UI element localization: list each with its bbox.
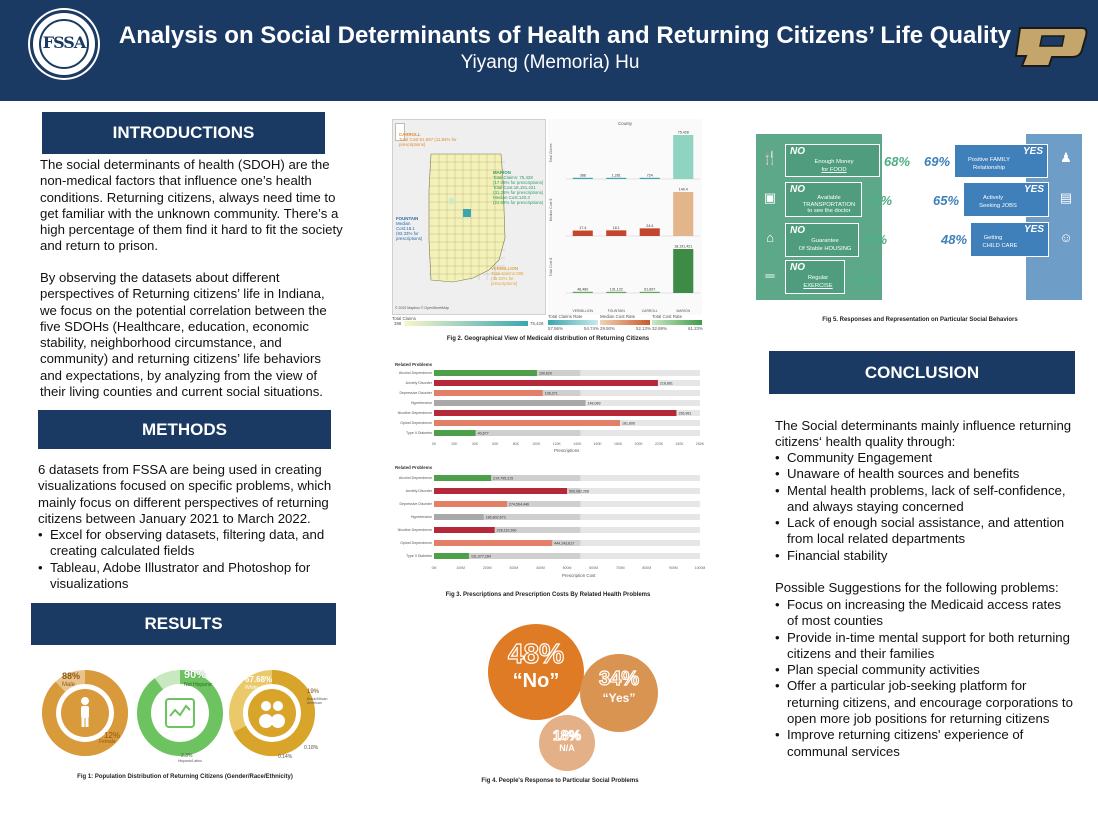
food-icon: 🍴 bbox=[761, 150, 779, 165]
fig3-cost-chart bbox=[394, 465, 706, 581]
no-item-line1: Enough Money bbox=[814, 159, 854, 165]
axis-tick: 240K bbox=[675, 442, 684, 446]
county-tick-label: FOUNTAIN bbox=[607, 309, 625, 313]
county-header: County bbox=[618, 121, 632, 126]
marion-county[interactable] bbox=[463, 209, 471, 217]
fig3-prescriptions-chart bbox=[394, 362, 706, 454]
fig2-county-bar-charts bbox=[548, 119, 702, 315]
no-item-pct: 68% bbox=[884, 154, 911, 169]
carroll-callout-text: Total Cost:61,697 (11.84% for prescriptions) bbox=[399, 137, 457, 147]
problem-bar-value: 106,271 bbox=[544, 391, 558, 396]
no-item-line2: for FOOD bbox=[821, 167, 847, 173]
rate-value: 54.74% bbox=[584, 326, 599, 331]
suggestion-item: • Plan special community activities bbox=[775, 662, 1075, 678]
county-bar-label: 61,697 bbox=[644, 287, 656, 292]
gender-minor-pct: 12% bbox=[104, 731, 121, 740]
problem-bar-value: 274,594,446 bbox=[509, 502, 530, 507]
fig3-top-axis-label: Prescriptions bbox=[554, 448, 580, 453]
race-second-pct: 19% bbox=[307, 689, 320, 695]
no-item-transportation bbox=[785, 182, 862, 217]
yes-pct: 34% bbox=[598, 668, 640, 690]
county-bar[interactable] bbox=[606, 292, 626, 293]
yes-item-pct: 69% bbox=[924, 154, 951, 169]
marion-callout-text: Total Claims: 75,428 (17.08% for prescriptions) Total Cost:18,191,421 (31.26% for prescriptions) Median Cost:140.4 (21.08% for prescriptions) bbox=[493, 175, 544, 205]
county-bar-label: 18,191,421 bbox=[674, 244, 693, 249]
suggestions-intro: Possible Suggestions for the following problems: bbox=[775, 580, 1059, 595]
county-chart-svg bbox=[548, 119, 702, 315]
rate-value: 29.50% bbox=[600, 326, 615, 331]
problem-bar-value: 214,795,315 bbox=[493, 476, 514, 481]
fig1-caption: Fig 1: Population Distribution of Returning Citizens (Gender/Race/Ethnicity) bbox=[77, 774, 293, 780]
problem-bar-value: 181,806 bbox=[622, 421, 635, 426]
axis-tick: 180K bbox=[614, 442, 623, 446]
fig3-bottom-axis-label: Prescription Cost bbox=[562, 573, 596, 578]
no-item-housing bbox=[785, 223, 859, 257]
axis-tick: 160K bbox=[593, 442, 602, 446]
fig1-donut-charts bbox=[40, 666, 340, 766]
yes-item-pct: 65% bbox=[933, 193, 960, 208]
problem-label: Type II Diabetes bbox=[406, 431, 432, 435]
fig5-caption: Fig 5. Responses and Representation on Particular Social Behaviors bbox=[822, 317, 1018, 323]
dumbbell-icon: ═ bbox=[765, 268, 775, 283]
vermillion-callout-text: Total Claims:388 (35.03% for prescriptions) bbox=[491, 271, 524, 286]
axis-tick: 500M bbox=[562, 566, 572, 570]
fig2-indiana-map[interactable] bbox=[392, 119, 546, 315]
yes-item-line2: CHILD CARE bbox=[982, 243, 1018, 249]
methods-bullet: • Tableau, Adobe Illustrator and Photoshop for visualizations bbox=[38, 560, 341, 593]
axis-tick: 900M bbox=[669, 566, 678, 570]
problem-bar-value: 444,143,617 bbox=[554, 541, 575, 546]
fig4-caption: Fig 4. People's Response to Particular Social Problems bbox=[481, 778, 639, 784]
fountain-callout-text: Median Cost:18.1 (93.33% for prescriptions) bbox=[396, 221, 423, 241]
conclusion-point: • Lack of enough social assistance, and attention from local related departments bbox=[775, 515, 1075, 548]
carroll-callout-name: CARROLL bbox=[399, 132, 421, 137]
yes-item-line1: Positive FAMILY bbox=[967, 157, 1011, 163]
no-label: “No” bbox=[512, 670, 560, 692]
problem-bar[interactable] bbox=[434, 488, 567, 494]
county-bar[interactable] bbox=[573, 231, 593, 236]
no-item-food bbox=[785, 144, 880, 177]
problem-bar[interactable] bbox=[434, 540, 552, 546]
no-tag: NO bbox=[790, 225, 805, 236]
axis-tick: 0M bbox=[431, 566, 437, 570]
fig3-bottom-header: Related Problems bbox=[395, 465, 433, 470]
methods-paragraph: 6 datasets from FSSA are being used in creating visualizations focused on specific problems, which mainly focus on different perspectives of returning citizens between January 2021 to March 2022. bbox=[38, 462, 332, 526]
problem-label: Nicotine Dependence bbox=[397, 528, 432, 532]
axis-tick: 800M bbox=[642, 566, 652, 570]
problem-bar-value: 236,981 bbox=[678, 411, 692, 416]
conclusion-point: • Financial stability bbox=[775, 548, 1075, 564]
county-bar[interactable] bbox=[640, 228, 660, 236]
fig3-caption: Fig 3. Prescriptions and Prescription Costs By Related Health Problems bbox=[445, 592, 651, 598]
methods-heading: METHODS bbox=[38, 410, 331, 449]
axis-tick: 220K bbox=[654, 442, 664, 446]
county-bar[interactable] bbox=[606, 230, 626, 236]
race-main-pct: 67.68% bbox=[245, 675, 273, 684]
county-bar-label: 1,281 bbox=[611, 173, 621, 178]
poster-title: Analysis on Social Determinants of Health and Returning Citizens’ Life Quality bbox=[118, 22, 1012, 49]
axis-tick: 100K bbox=[532, 442, 541, 446]
axis-tick: 200M bbox=[482, 566, 492, 570]
rate-label: Total Claims Rate bbox=[548, 314, 583, 319]
prescription-cost-bars bbox=[394, 465, 706, 581]
axis-tick: 100M bbox=[456, 566, 465, 570]
no-bubble bbox=[488, 624, 584, 720]
axis-tick: 60K bbox=[492, 442, 499, 446]
map-legend-gradient bbox=[404, 321, 528, 326]
rate-gradient bbox=[652, 320, 702, 325]
na-bubble bbox=[539, 715, 595, 771]
yes-tag: YES bbox=[1023, 184, 1044, 195]
problem-bar-value: 131,377,284 bbox=[470, 554, 491, 559]
conclusion-point: • Mental health problems, lack of self-confidence, and always staying concerned bbox=[775, 483, 1075, 516]
problem-bar[interactable] bbox=[434, 380, 658, 386]
rate-legend bbox=[548, 314, 702, 332]
race-main-label: White bbox=[245, 685, 258, 691]
county-bar[interactable] bbox=[640, 178, 660, 179]
family-icon: ♟ bbox=[1060, 150, 1072, 165]
axis-tick: 300M bbox=[509, 566, 519, 570]
axis-tick: 400M bbox=[536, 566, 545, 570]
rate-gradient bbox=[600, 320, 650, 325]
conclusion-points bbox=[775, 450, 1075, 564]
purdue-logo bbox=[1012, 24, 1088, 70]
no-item-line1: Regular bbox=[807, 275, 829, 281]
problem-bar[interactable] bbox=[434, 420, 620, 426]
map-legend-min: 388 bbox=[394, 321, 402, 326]
rate-value: 57.56% bbox=[548, 326, 563, 331]
vermillion-callout-name: VERMILLION bbox=[491, 266, 519, 271]
problem-bar[interactable] bbox=[434, 390, 543, 396]
axis-tick: 20K bbox=[451, 442, 458, 446]
race-third-pct: 0.18% bbox=[304, 745, 319, 751]
problem-bar[interactable] bbox=[434, 527, 495, 533]
conclusion-point: • Community Engagement bbox=[775, 450, 1075, 466]
axis-tick: 200K bbox=[634, 442, 643, 446]
problem-bar[interactable] bbox=[434, 370, 537, 376]
county-bar-label: 140.4 bbox=[678, 187, 688, 192]
series-axis-label: Total Cost $ bbox=[549, 257, 553, 277]
problem-label: Hypertension bbox=[410, 401, 432, 405]
no-item-pct: 45% bbox=[861, 232, 888, 247]
methods-bullets bbox=[38, 527, 341, 592]
suggestion-item: • Provide in-time mental support for both returning citizens and their families bbox=[775, 630, 1075, 663]
county-tick-label: MARION bbox=[676, 309, 691, 313]
county-bar[interactable] bbox=[640, 292, 660, 293]
map-legend-max: 75,428 bbox=[530, 321, 544, 326]
fig3-top-header: Related Problems bbox=[395, 362, 433, 367]
no-tag: NO bbox=[790, 184, 805, 195]
series-axis-label: Median Cost $ bbox=[549, 198, 553, 222]
axis-tick: 140K bbox=[573, 442, 582, 446]
problem-label: Anxiety Disorder bbox=[405, 489, 432, 493]
series-axis-label: Total Claims bbox=[549, 143, 553, 163]
problem-bar[interactable] bbox=[434, 501, 507, 507]
no-item-pct: 37% bbox=[851, 272, 878, 287]
problem-bar[interactable] bbox=[434, 410, 676, 416]
problem-label: Depressive Disorder bbox=[399, 502, 432, 506]
house-icon: ⌂ bbox=[766, 230, 774, 245]
problem-label: Opioid Dependence bbox=[400, 541, 432, 545]
county-bar-label: 131,122 bbox=[609, 287, 623, 292]
yes-item-childcare bbox=[970, 222, 1049, 257]
yes-item-family bbox=[954, 144, 1048, 178]
methods-bullet: • Excel for observing datasets, filtering data, and creating calculated fields bbox=[38, 527, 341, 560]
no-tag: NO bbox=[790, 262, 805, 273]
na-label: N/A bbox=[559, 743, 575, 753]
ethnicity-minor-label: Hispanic/Latino bbox=[178, 759, 202, 763]
no-item-line1: Available TRANSPORTATION bbox=[802, 195, 856, 208]
axis-tick: 0K bbox=[431, 442, 437, 446]
yes-item-line2: Relationship bbox=[973, 165, 1005, 171]
fssa-logo bbox=[30, 10, 98, 78]
no-item-exercise bbox=[785, 260, 845, 294]
problem-label: Type II Diabetes bbox=[406, 554, 432, 558]
problem-bar-value: 100,620 bbox=[538, 371, 552, 376]
county-bar-label: 18.1 bbox=[612, 225, 620, 230]
ethnicity-main-label: Not Hispanic bbox=[184, 682, 213, 688]
problem-bar-value: 40,677 bbox=[477, 431, 489, 436]
county-bar[interactable] bbox=[573, 292, 593, 293]
county-bar-label: 46,480 bbox=[577, 287, 589, 292]
marion-callout-name: MARION bbox=[493, 170, 511, 175]
no-item-line2: EXERCISE bbox=[803, 283, 833, 289]
yes-item-jobs bbox=[963, 182, 1049, 217]
county-bar[interactable] bbox=[673, 135, 693, 179]
fig2-caption: Fig 2. Geographical View of Medicaid distribution of Returning Citizens bbox=[446, 336, 650, 342]
introduction-heading: INTRODUCTIONS bbox=[42, 112, 325, 154]
map-credit: © 2022 Mapbox © OpenStreetMap bbox=[395, 306, 449, 310]
rate-value: 32.69% bbox=[652, 326, 667, 331]
na-pct: 18% bbox=[552, 727, 582, 743]
fountain-callout-name: FOUNTAIN bbox=[396, 216, 419, 221]
introduction-paragraph-2: By observing the datasets about different perspectives of Returning citizens’ life in Indiana, we focus on the potential correlation between the five SDOHs (Healthcare, education, economic stability, neighborhood circumstance, and community) and returning citizens’ life behaviors and expectations, by analyzing from the view of their living counties and current social situations. bbox=[40, 270, 327, 400]
problem-label: Hypertension bbox=[410, 515, 432, 519]
suggestion-item: • Offer a particular job-seeking platform for returning citizens, and encourage corporations to open more job positions for returning citizens bbox=[775, 678, 1075, 727]
rate-value: 61.23% bbox=[688, 326, 703, 331]
problem-bar[interactable] bbox=[434, 430, 476, 436]
rate-label: Total Cost Rate bbox=[652, 314, 683, 319]
yes-label: “Yes” bbox=[602, 691, 636, 705]
no-item-line2: Of Stable HOUSING bbox=[798, 246, 852, 252]
axis-tick: 80K bbox=[512, 442, 519, 446]
poster-author: Yiyang (Memoria) Hu bbox=[460, 52, 640, 73]
problem-bar[interactable] bbox=[434, 553, 469, 559]
race-fourth-pct: 0.14% bbox=[278, 754, 293, 760]
problem-label: Depressive Disorder bbox=[399, 391, 432, 395]
rate-label: Median Cost Rate bbox=[600, 314, 636, 319]
rate-gradient bbox=[548, 320, 598, 325]
no-item-line1: Guarantee bbox=[811, 238, 839, 244]
conclusion-heading: CONCLUSION bbox=[769, 351, 1075, 394]
yes-bubble bbox=[580, 654, 658, 732]
no-pct: 48% bbox=[507, 638, 565, 669]
county-bar-label: 388 bbox=[579, 173, 586, 178]
county-bar-label: 17.4 bbox=[579, 226, 587, 231]
conclusion-intro: The Social determinants mainly influence returning citizens‘ health quality through: bbox=[775, 418, 1072, 450]
county-bar-label: 75,428 bbox=[677, 130, 689, 135]
problem-label: Alcohol Dependence bbox=[398, 476, 432, 480]
county-bar-label: 724 bbox=[646, 173, 653, 178]
gender-main-label: Male bbox=[62, 682, 76, 688]
problem-bar[interactable] bbox=[434, 514, 484, 520]
axis-tick: 600M bbox=[589, 566, 598, 570]
ethnicity-main-pct: 90% bbox=[184, 669, 207, 681]
no-item-pct: 48% bbox=[866, 193, 893, 208]
fountain-county[interactable] bbox=[449, 198, 455, 204]
conclusion-point: • Unaware of health sources and benefits bbox=[775, 466, 1075, 482]
axis-tick: 120K bbox=[552, 442, 561, 446]
axis-tick: 1000M bbox=[694, 566, 706, 570]
gender-minor-label: Female bbox=[99, 739, 116, 745]
suggestion-item: • Focus on increasing the Medicaid access rates of most counties bbox=[775, 597, 1075, 630]
problem-bar-value: 148,089 bbox=[587, 401, 601, 406]
gender-main-pct: 88% bbox=[62, 671, 81, 681]
map-legend-label: Total Claims bbox=[392, 316, 416, 321]
problem-bar-value: 228,110,390 bbox=[496, 528, 517, 533]
problem-bar[interactable] bbox=[434, 475, 491, 481]
county-bar[interactable] bbox=[673, 192, 693, 236]
axis-tick: 40K bbox=[471, 442, 479, 446]
yes-item-line1: Getting bbox=[983, 235, 1003, 241]
problem-bar-value: 218,861 bbox=[659, 381, 673, 386]
yes-item-line2: Seeking JOBS bbox=[979, 203, 1017, 209]
yes-tag: YES bbox=[1023, 224, 1044, 235]
county-bar[interactable] bbox=[573, 178, 593, 179]
axis-tick: 700M bbox=[615, 566, 625, 570]
county-tick-label: CARROLL bbox=[641, 309, 658, 313]
problem-label: Nicotine Dependence bbox=[397, 411, 432, 415]
county-tick-label: VERMILLION bbox=[572, 309, 594, 313]
yes-item-line1: Actively bbox=[983, 195, 1003, 201]
problem-label: Alcohol Dependence bbox=[398, 371, 432, 375]
problem-bar-value: 500,082,268 bbox=[569, 489, 590, 494]
problem-label: Anxiety Disorder bbox=[405, 381, 432, 385]
poster-header bbox=[0, 0, 1098, 101]
fssa-logo-monogram: FSSA bbox=[42, 33, 86, 52]
no-tag: NO bbox=[790, 146, 805, 157]
problem-bar-value: 186,802,673 bbox=[485, 515, 506, 520]
no-item-line2: to see the doctor bbox=[807, 208, 851, 214]
county-bar-label: 24.4 bbox=[646, 223, 654, 228]
county-bar[interactable] bbox=[673, 249, 693, 293]
rate-value: 52.13% bbox=[636, 326, 651, 331]
bus-icon: ▣ bbox=[763, 190, 777, 205]
introduction-paragraph-1: The social determinants of health (SDOH) are the non-medical factors that influence one’s health conditions. Returning citizens, always need time to get familiar with the unknown community. There’s a high percentage of them find it hard to fit the society and return to prison. bbox=[40, 157, 343, 254]
yes-item-pct: 48% bbox=[941, 232, 968, 247]
county-bar[interactable] bbox=[606, 178, 626, 179]
suggestion-item: • Improve returning citizens' experience of communal services bbox=[775, 727, 1075, 760]
job-icon: ▤ bbox=[1059, 190, 1073, 205]
axis-tick: 260K bbox=[695, 442, 705, 446]
prescriptions-bars bbox=[394, 362, 706, 454]
yes-tag: YES bbox=[1022, 146, 1043, 157]
problem-label: Opioid Dependence bbox=[400, 421, 432, 425]
results-heading: RESULTS bbox=[31, 603, 336, 645]
problem-bar[interactable] bbox=[434, 400, 586, 406]
ethnicity-minor-pct: 2.3% bbox=[181, 753, 193, 759]
race-second-label: Black/African American bbox=[307, 697, 328, 705]
childcare-icon: ☺ bbox=[1059, 230, 1073, 245]
suggestions-list bbox=[775, 597, 1075, 760]
